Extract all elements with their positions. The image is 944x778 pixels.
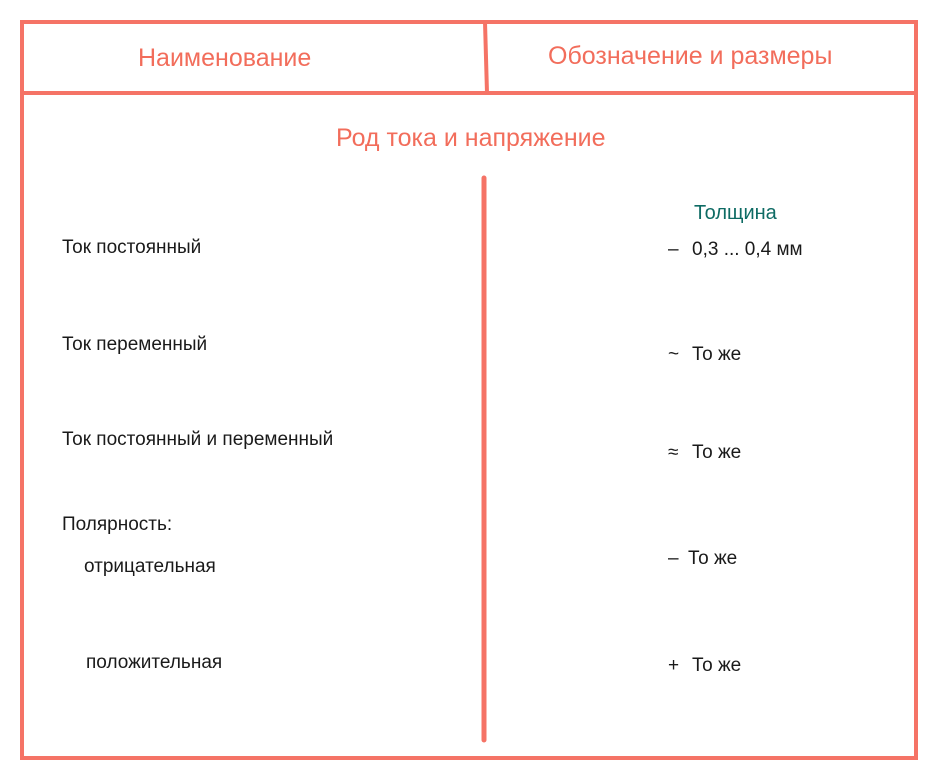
ac-value: То же — [692, 344, 742, 365]
row-designation-ac — [668, 344, 741, 366]
dc-value: 0,3 ... 0,4 мм — [692, 239, 803, 260]
row-designation-ac-dc — [668, 442, 741, 464]
section-title: Род тока и напряжение — [336, 124, 606, 152]
dc-symbol: – — [668, 239, 679, 260]
row-name-ac-dc: Ток постоянный и переменный — [62, 429, 334, 450]
row-name-positive: положительная — [86, 652, 223, 673]
row-name-dc: Ток постоянный — [62, 237, 202, 258]
header-name-column: Наименование — [138, 44, 312, 72]
positive-symbol: + — [668, 655, 680, 676]
header-column-divider — [485, 22, 487, 93]
ac-dc-symbol: ≈ — [668, 442, 679, 463]
row-name-ac: Ток переменный — [62, 334, 208, 355]
ac-dc-value: То же — [692, 442, 742, 463]
row-name-polarity: Полярность: — [62, 514, 173, 535]
negative-value: То же — [688, 548, 738, 569]
ac-symbol: ~ — [668, 344, 680, 365]
row-designation-positive — [668, 655, 741, 677]
row-name-negative: отрицательная — [84, 556, 216, 577]
thickness-subheader: Толщина — [694, 202, 777, 224]
row-designation-negative — [668, 548, 737, 570]
positive-value: То же — [692, 655, 742, 676]
header-designation-column: Обозначение и размеры — [548, 42, 833, 70]
row-designation-dc — [668, 239, 803, 261]
negative-symbol: – — [668, 548, 679, 569]
